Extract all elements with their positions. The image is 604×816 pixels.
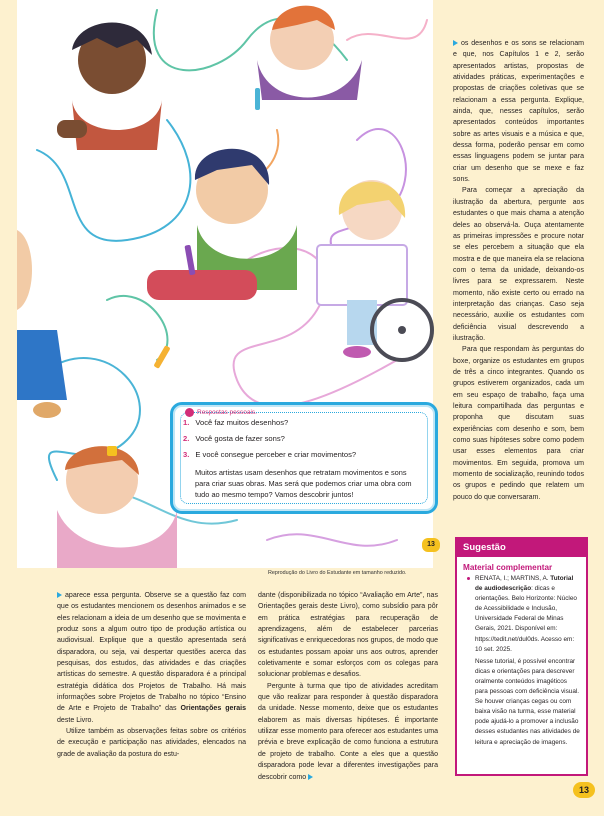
question-3: 3. E você consegue perceber e criar movimentos?	[183, 450, 357, 459]
teacher-text-left-column	[57, 590, 246, 760]
student-book-reproduction	[17, 0, 433, 568]
personal-answers-note: Respostas pessoais.	[185, 408, 257, 417]
paragraph: Para que respondam às perguntas do boxe, organize os estudantes em grupos de três a cinco integrantes. Quando os grupos estiverem organizados, cada um em seu espaço de trabalho, faça uma leitura compartilhada das perguntas e proponha que discutam suas experiências com desenho e som, bem como suas hipóteses sobre como podem usar esses elementos para criar movimentos. Em seguida, promova um momento de socialização, reunindo todos os grupos e pedindo que relatem um pouco do que conversaram.	[453, 346, 584, 501]
paragraph: os desenhos e os sons se relacionam e que, nos Capítulos 1 e 2, serão apresentados artistas, propostas de atividades práticas, experimentações e propostas de criações coletivas que se relacionam a essa pergunta. Explique, ainda, que, nesses capítulos, serão apresentados conteúdos importantes sobre as artes visuais e a música e que, dessa forma, poderão pensar em como essas linguagens podem se juntar para criar um desenho que se mexe e faz sons.	[453, 40, 584, 184]
suggestion-header: Sugestão	[457, 539, 586, 557]
teacher-text-middle-column	[258, 590, 438, 783]
paragraph: Pergunte à turma que tipo de atividades acreditam que vão realizar para responder à questão disparadora da unidade. Nesse momento, deixe que os estudantes elaborem as mais diversas hipóteses. É importante utilizar esse momento para oferecer aos estudantes uma prévia e breve explicação de como funciona a estrutura de projeto de trabalho. Conte a eles que a questão disparadora pode levar a diferentes investigações para descobrir como	[258, 682, 438, 781]
page-number: 13	[573, 782, 595, 798]
paragraph: Para começar a apreciação da ilustração da abertura, pergunte aos estudantes o que mais chama a atenção deles ao observá-la. Ouça atentamente as primeiras impressões e procure notar se eles percebem a situação que ela mostra e de que maneira ela se relaciona com o tema da unidade, deixando-os livres para se expressarem. Neste momento, não existe certo ou errado na interpretação das crianças. Caso seja necessário, auxilie os estudantes com deficiência visual descrevendo a ilustração.	[453, 187, 584, 342]
suggestion-box	[455, 537, 588, 776]
continue-arrow-icon	[308, 774, 313, 780]
speech-bubble-icon	[185, 408, 194, 417]
questions-box	[170, 402, 438, 514]
question-2: 2. Você gosta de fazer sons?	[183, 434, 285, 443]
question-1: 1. Você faz muitos desenhos?	[183, 418, 289, 427]
paragraph: dante (disponibilizada no tópico “Avaliação em Arte”, nas Orientações gerais deste Livro), como subsídio para pôr em prática estratégias para recuperação de aprendizagens, além de estabelecer parcerias significativas e enriquecedoras nos grupos, de modo que os estudantes possam apoiar uns aos outros, aprender coletivamente e somar esforços com os colegas para solucionar problemas e desafios.	[258, 592, 438, 679]
paragraph: Utilize também as observações feitas sobre os critérios de execução e participação nas atividades, elencados na grade de avaliação da postura do estu-	[57, 728, 246, 758]
bullet-icon	[467, 577, 470, 580]
book-page-number: 13	[422, 538, 440, 552]
box-paragraph: Muitos artistas usam desenhos que retratam movimentos e sons para criar suas obras. Mas será que podemos criar uma obra com tudo ao mesmo tempo? Vamos descobrir juntos!	[195, 468, 412, 499]
teacher-text-right-column	[453, 38, 584, 503]
child-figure	[57, 23, 162, 151]
paragraph: aparece essa pergunta. Observe se a questão faz com que os estudantes mencionem os desenhos animados e se eles relacionam a ideia de um desenho que se movimenta e produz sons a algum outro tipo de produção artística ou audiovisual. Explique que a questão apresentada será disparadora, ou seja, vai despertar questões acerca das pesquisas, dos estudos, das atividades e das criações artísticas do semestre. A questão disparadora é a principal estratégia didática dos Projetos de Trabalho. Há mais informações sobre Projetos de Trabalho no tópico “Ensino de Arte e Projeto de Trabalho” das Orientações gerais deste Livro.	[57, 592, 246, 724]
reference: RENATA, I.; MARTINS, A. Tutorial de audiodescrição: dicas e orientações. Belo Horizonte: Núcleo de Acessibilidade e Inclusão, Universidade Federal de Minas Gerais, 2021. Disponível em: https://tedit.net/dul0ds. Acesso em: 10 set. 2025.	[467, 574, 580, 655]
continue-arrow-icon	[453, 40, 458, 46]
reproduction-caption: Reprodução do Livro do Estudante em tamanho reduzido.	[268, 570, 407, 576]
reference-description: Nesse tutorial, é possível encontrar dicas e orientações para descrever oralmente conteúdos imagéticos para pessoas com deficiência visual. Se houver crianças cegas ou com baixa visão na turma, esse material pode ajudá-lo a promover a inclusão desses estudantes nas atividades de leitura e apreciação de imagens.	[475, 657, 580, 746]
continue-arrow-icon	[57, 592, 62, 598]
suggestion-subtitle: Material complementar	[463, 563, 553, 572]
